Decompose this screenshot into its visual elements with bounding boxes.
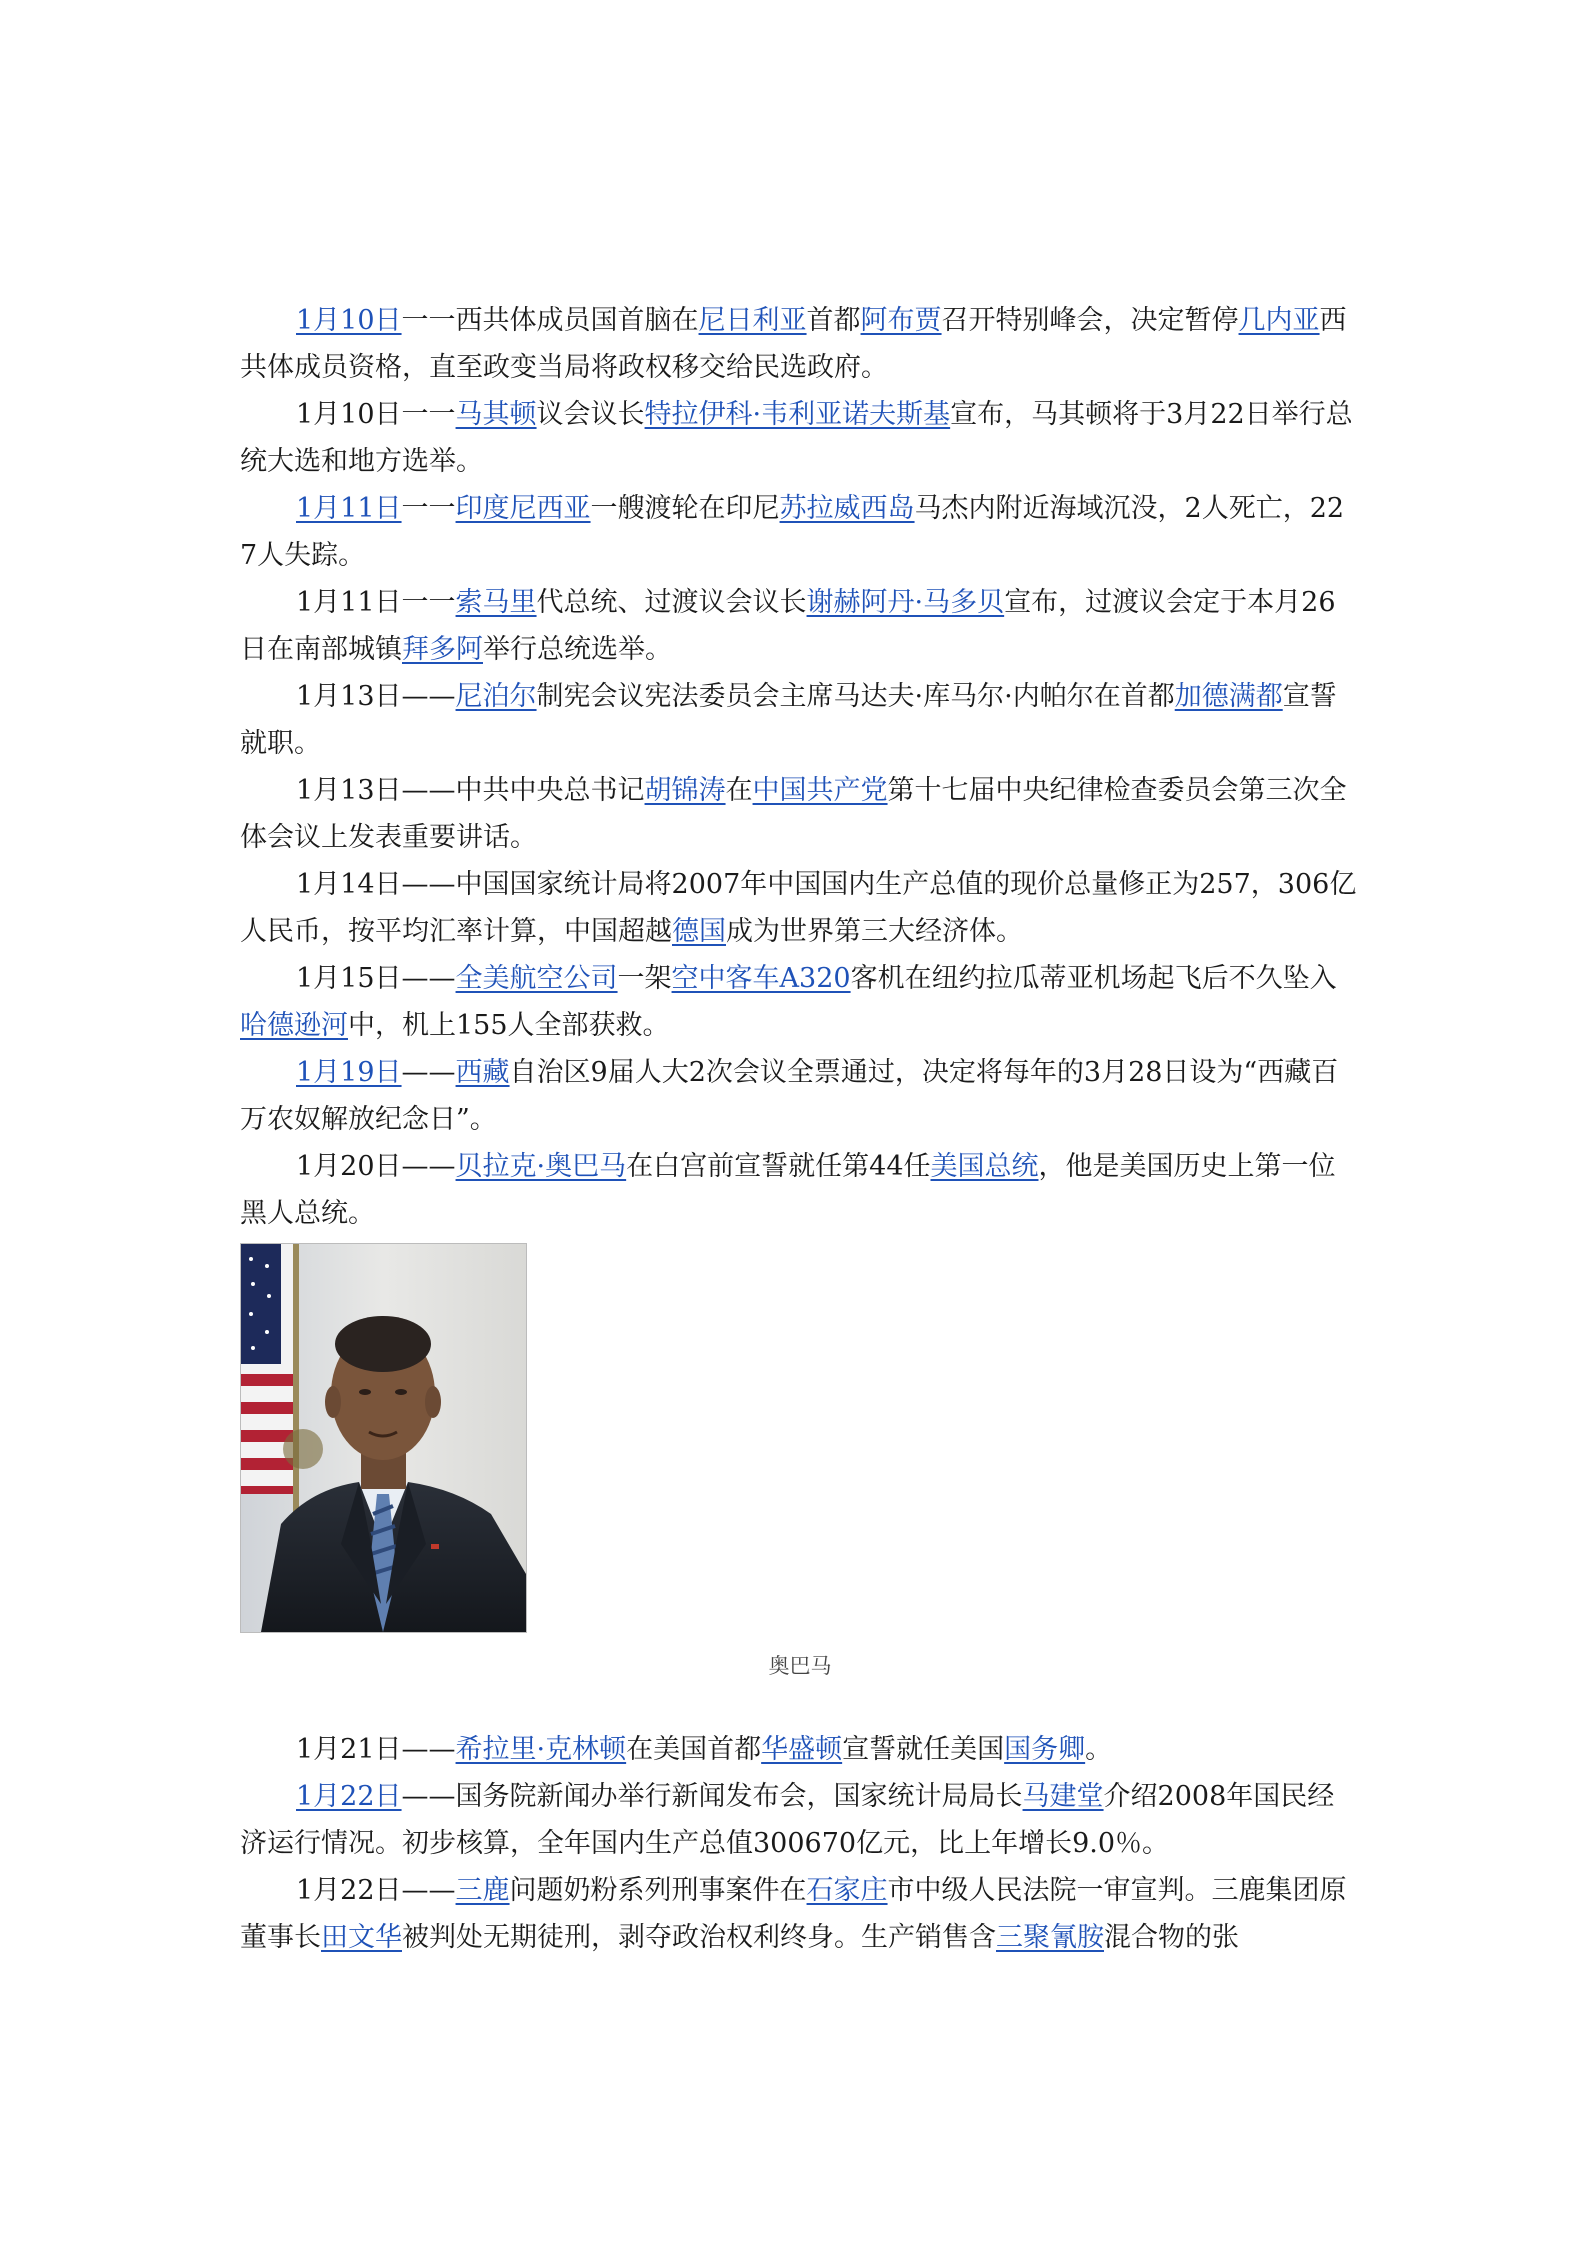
text-run: 代总统、过渡议会议长 (536, 587, 807, 618)
text-run: 第十七届中央纪律检查委员会第三次全体会议上发表重要讲话。 (240, 775, 1347, 853)
text-run: 一艘渡轮在印尼 (590, 493, 780, 524)
text-run: 1月11日一一 (296, 587, 456, 618)
text-run: 议会议长 (536, 399, 645, 430)
text-run: 马杰内附近海域沉没，2人死亡，227人失踪。 (240, 493, 1345, 571)
paragraph-group-top (240, 297, 1360, 1237)
link[interactable]: 三鹿 (455, 1875, 510, 1906)
text-run: 1月10日一一 (296, 399, 456, 430)
text-run: 1月22日—— (296, 1875, 456, 1906)
paragraph (240, 1867, 1360, 1961)
text-run: 成为世界第三大经济体。 (726, 916, 1023, 947)
text-run: 。 (1085, 1734, 1113, 1765)
paragraph (240, 1726, 1360, 1773)
text-run: 宣布，马其顿将于3月22日举行总统大选和地方选举。 (240, 399, 1353, 477)
text-run: ——国务院新闻办举行新闻发布会，国家统计局局长 (401, 1781, 1023, 1812)
text-run: 一一西共体成员国首脑在 (401, 305, 699, 336)
link[interactable]: 加德满都 (1174, 681, 1283, 712)
link[interactable]: 1月19日 (296, 1057, 402, 1088)
link[interactable]: 华盛顿 (761, 1734, 843, 1765)
text-run: 被判处无期徒刑，剥夺政治权利终身。生产销售含 (402, 1922, 996, 1953)
text-run: 1月13日——中共中央总书记 (296, 775, 645, 806)
link[interactable]: 贝拉克·奥巴马 (455, 1151, 627, 1182)
text-run: 在美国首都 (626, 1734, 762, 1765)
paragraph (240, 1143, 1360, 1237)
link[interactable]: 石家庄 (806, 1875, 888, 1906)
link[interactable]: 阿布贾 (860, 305, 942, 336)
text-run: 在 (725, 775, 753, 806)
link[interactable]: 尼日利亚 (698, 305, 807, 336)
text-run: 西共体成员资格，直至政变当局将政权移交给民选政府。 (240, 305, 1347, 383)
text-run: 宣誓就任美国 (842, 1734, 1005, 1765)
text-run: 自治区9届人大2次会议全票通过，决定将每年的3月28日设为“西藏百万农奴解放纪念日”。 (240, 1057, 1339, 1135)
link[interactable]: 谢赫阿丹·马多贝 (806, 587, 1005, 618)
paragraph (240, 579, 1360, 673)
link[interactable]: 1月10日 (296, 305, 402, 336)
portrait-photo (240, 1243, 527, 1633)
text-run: 市中级人民法院一审宣判。三鹿集团原董事长 (240, 1875, 1347, 1953)
link[interactable]: 田文华 (321, 1922, 402, 1953)
text-run: 宣誓就职。 (240, 681, 1337, 759)
link[interactable]: 拜多阿 (402, 634, 483, 665)
paragraph (240, 861, 1360, 955)
text-run: 客机在纽约拉瓜蒂亚机场起飞后不久坠入 (850, 963, 1337, 994)
text-run: 宣布，过渡议会定于本月26日在南部城镇 (240, 587, 1336, 665)
text-run: 问题奶粉系列刑事案件在 (509, 1875, 807, 1906)
text-run: ，他是美国历史上第一位黑人总统。 (240, 1151, 1336, 1229)
text-run: 介绍2008年国民经济运行情况。初步核算，全年国内生产总值300670亿元，比上年增长9.0％。 (240, 1781, 1335, 1859)
figure (240, 1243, 1360, 1680)
link[interactable]: 希拉里·克林顿 (455, 1734, 627, 1765)
link[interactable]: 1月22日 (296, 1781, 402, 1812)
link[interactable]: 美国总统 (930, 1151, 1039, 1182)
text-run: 中，机上155人全部获救。 (348, 1010, 670, 1041)
text-run: 召开特别峰会，决定暂停 (941, 305, 1239, 336)
paragraph (240, 1049, 1360, 1143)
paragraph (240, 955, 1360, 1049)
text-run: 1月13日—— (296, 681, 456, 712)
link[interactable]: 索马里 (455, 587, 537, 618)
link[interactable]: 苏拉威西岛 (779, 493, 915, 524)
paragraph (240, 673, 1360, 767)
paragraph (240, 297, 1360, 391)
text-run: 一一 (401, 493, 456, 524)
text-run: 在白宫前宣誓就任第44任 (626, 1151, 931, 1182)
text-run: 1月20日—— (296, 1151, 456, 1182)
paragraph-group-bottom (240, 1726, 1360, 1961)
link[interactable]: 马建堂 (1022, 1781, 1104, 1812)
document-body (240, 297, 1360, 1961)
paragraph (240, 767, 1360, 861)
paragraph (240, 485, 1360, 579)
paragraph (240, 1773, 1360, 1867)
link[interactable]: 尼泊尔 (455, 681, 537, 712)
link[interactable]: 特拉伊科·韦利亚诺夫斯基 (644, 399, 951, 430)
paragraph (240, 391, 1360, 485)
link[interactable]: 西藏 (455, 1057, 510, 1088)
link[interactable]: 胡锦涛 (644, 775, 726, 806)
link[interactable]: 国务卿 (1004, 1734, 1086, 1765)
figure-caption: 奥巴马 (768, 1654, 832, 1678)
text-run: 1月15日—— (296, 963, 456, 994)
link[interactable]: 三聚氰胺 (996, 1922, 1104, 1953)
text-run: 一架 (617, 963, 672, 994)
link[interactable]: 中国共产党 (752, 775, 888, 806)
link[interactable]: 全美航空公司 (455, 963, 618, 994)
text-run: 混合物的张 (1104, 1922, 1239, 1953)
text-run: 首都 (806, 305, 861, 336)
text-run: —— (401, 1057, 456, 1088)
link[interactable]: 几内亚 (1238, 305, 1320, 336)
text-run: 举行总统选举。 (483, 634, 672, 665)
link[interactable]: 印度尼西亚 (455, 493, 591, 524)
link[interactable]: 马其顿 (455, 399, 537, 430)
text-run: 1月21日—— (296, 1734, 456, 1765)
link[interactable]: 哈德逊河 (240, 1010, 348, 1041)
text-run: 1月14日——中国国家统计局将2007年中国国内生产总值的现价总量修正为257，306亿人民币，按平均汇率计算，中国超越 (240, 869, 1357, 947)
link[interactable]: 空中客车A320 (671, 963, 851, 994)
text-run: 制宪会议宪法委员会主席马达夫·库马尔·内帕尔在首都 (536, 681, 1175, 712)
link[interactable]: 1月11日 (296, 493, 402, 524)
link[interactable]: 德国 (672, 916, 726, 947)
